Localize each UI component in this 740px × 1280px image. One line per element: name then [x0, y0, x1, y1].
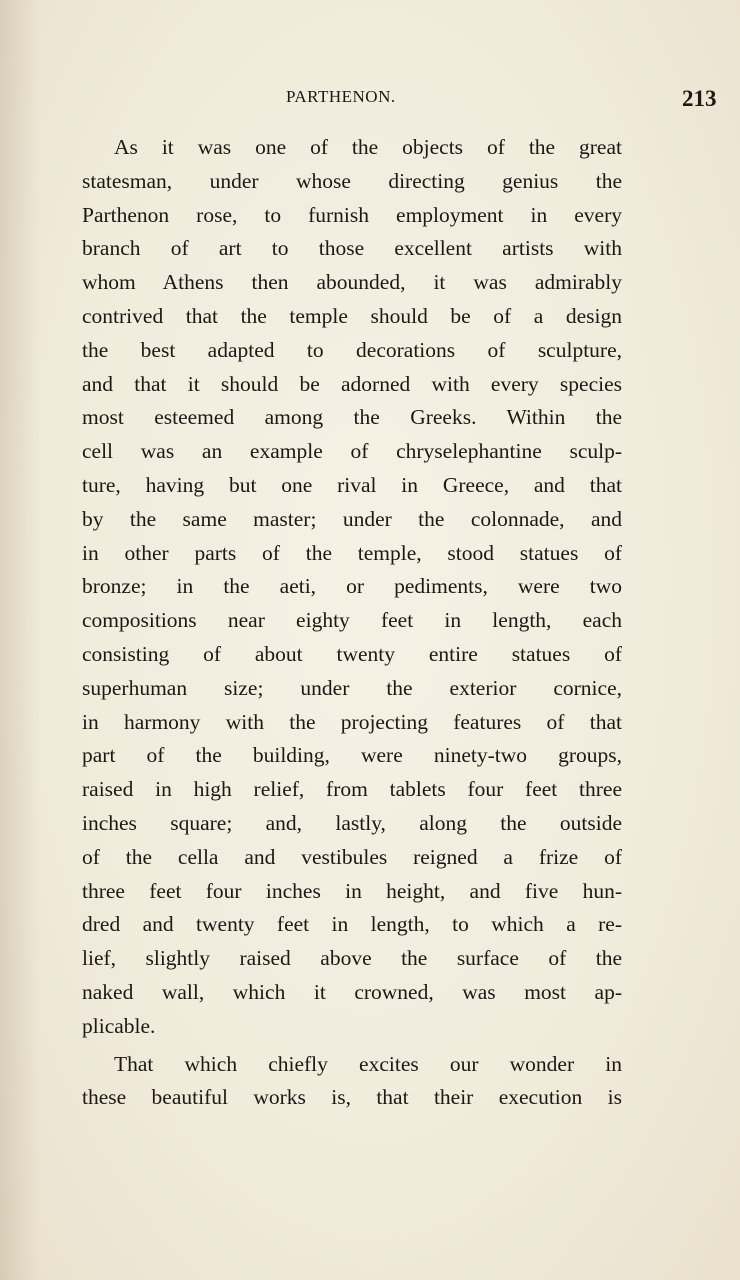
text-line: in harmony with the projecting features of that [82, 709, 622, 734]
text-line: dred and twenty feet in length, to which a re- [82, 912, 622, 937]
text-line: plicable. [82, 1013, 156, 1038]
text-line: statesman, under whose directing genius the [82, 168, 622, 193]
text-line: whom Athens then abounded, it was admirably [82, 270, 622, 295]
text-line: compositions near eighty feet in length, each [82, 608, 622, 633]
body-text [82, 131, 622, 1115]
text-line: That which chiefly excites our wonder in [114, 1051, 622, 1076]
text-line: and that it should be adorned with every species [82, 371, 622, 396]
running-title: PARTHENON. [286, 87, 396, 106]
text-line: these beautiful works is, that their execution is [82, 1085, 622, 1110]
running-header [0, 85, 740, 115]
paragraph-2 [82, 1048, 622, 1116]
text-line: by the same master; under the colonnade, and [82, 506, 622, 531]
gutter-shadow [0, 0, 40, 1280]
text-line: most esteemed among the Greeks. Within the [82, 405, 622, 430]
text-line: bronze; in the aeti, or pediments, were two [82, 574, 622, 599]
text-line: inches square; and, lastly, along the outside [82, 810, 622, 835]
text-line: As it was one of the objects of the great [114, 135, 622, 159]
text-line: the best adapted to decorations of sculpture, [82, 337, 622, 362]
text-line: consisting of about twenty entire statues of [82, 641, 622, 666]
text-line: in other parts of the temple, stood statues of [82, 540, 622, 565]
text-line: naked wall, which it crowned, was most ap- [82, 979, 622, 1004]
text-line: contrived that the temple should be of a design [82, 303, 622, 328]
text-line: lief, slightly raised above the surface of the [82, 946, 622, 971]
page-number: 213 [682, 86, 717, 111]
text-line: three feet four inches in height, and five hun- [82, 878, 622, 903]
text-line: Parthenon rose, to furnish employment in every [82, 202, 622, 227]
text-line: raised in high relief, from tablets four feet three [82, 777, 622, 802]
text-line: part of the building, were ninety-two groups, [82, 743, 622, 768]
text-line: superhuman size; under the exterior cornice, [82, 675, 622, 700]
text-line: branch of art to those excellent artists with [82, 236, 622, 261]
paragraph-1 [82, 131, 622, 1044]
text-line: of the cella and vestibules reigned a frize of [82, 844, 622, 869]
text-line: ture, having but one rival in Greece, and that [82, 472, 622, 497]
text-line: cell was an example of chryselephantine sculp- [82, 439, 622, 464]
